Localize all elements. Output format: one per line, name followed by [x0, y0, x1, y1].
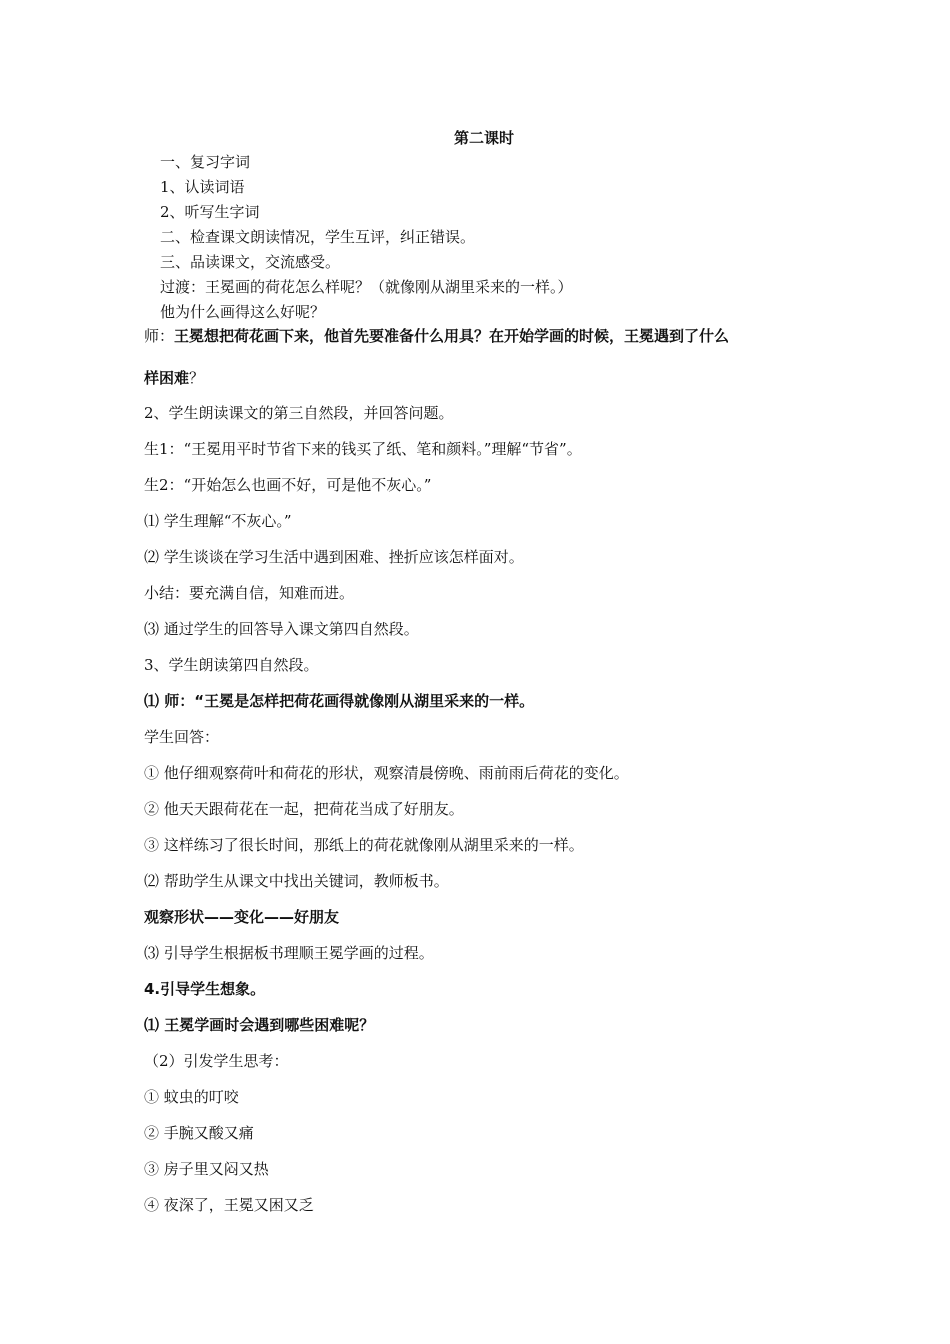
text-line: ⑶ 通过学生的回答导入课文第四自然段。	[144, 620, 419, 638]
text-line: ⑴ 学生理解“不灰心。”	[144, 512, 292, 530]
text-line: ① 他仔细观察荷叶和荷花的形状，观察清晨傍晚、雨前雨后荷花的变化。	[144, 764, 629, 782]
text-line: 1、认读词语	[160, 178, 245, 196]
question-mark: ？	[189, 369, 205, 387]
text-line: ⑶ 引导学生根据板书理顺王冕学画的过程。	[144, 944, 434, 962]
text-line: 3、学生朗读第四自然段。	[144, 656, 319, 674]
bold-text-line: ⑴ 师：“王冕是怎样把荷花画得就像刚从湖里采来的一样。	[144, 692, 535, 710]
text-line: 2、学生朗读课文的第三自然段，并回答问题。	[144, 404, 454, 422]
list-item: ② 手腕又酸又痛	[144, 1124, 254, 1142]
text-line: ② 他天天跟荷花在一起，把荷花当成了好朋友。	[144, 800, 464, 818]
speaker-label: 师：	[144, 327, 175, 345]
text-line: 二、检查课文朗读情况，学生互评，纠正错误。	[160, 228, 476, 246]
text-line: 生1：“王冕用平时节省下来的钱买了纸、笔和颜料。”理解“节省”。	[144, 440, 582, 458]
text-line: ⑵ 帮助学生从课文中找出关键词，教师板书。	[144, 872, 449, 890]
bold-text-line: ⑴ 王冕学画时会遇到哪些困难呢？	[144, 1016, 375, 1034]
text-line: 他为什么画得这么好呢？	[160, 303, 326, 321]
text-line: 一、复习字词	[160, 153, 251, 171]
text-line: （2）引发学生思考：	[144, 1052, 289, 1070]
text-line: 三、品读课文，交流感受。	[160, 253, 341, 271]
text-line: 2、听写生字词	[160, 203, 260, 221]
text-line: ⑵ 学生谈谈在学习生活中遇到困难、挫折应该怎样面对。	[144, 548, 524, 566]
text-line: ③ 这样练习了很长时间，那纸上的荷花就像刚从湖里采来的一样。	[144, 836, 584, 854]
bold-text: 王冕想把荷花画下来，他首先要准备什么用具？在开始学画的时候，王冕遇到了什么	[174, 327, 730, 345]
text-line: 学生回答：	[144, 728, 220, 746]
text-line: 过渡：王冕画的荷花怎么样呢？（就像刚从湖里采来的一样。）	[160, 278, 573, 296]
page-title: 第二课时	[453, 129, 514, 147]
section-heading: 4.引导学生想象。	[144, 980, 266, 998]
list-item: ① 蚊虫的叮咬	[144, 1088, 239, 1106]
text-line: 生2：“开始怎么也画不好，可是他不灰心。”	[144, 476, 432, 494]
list-item: ④ 夜深了，王冕又困又乏	[144, 1196, 314, 1214]
text-line: 小结：要充满自信，知难而进。	[144, 584, 355, 602]
bold-text: 样困难	[144, 369, 190, 387]
list-item: ③ 房子里又闷又热	[144, 1160, 269, 1178]
teacher-question-line	[144, 326, 729, 346]
blackboard-summary: 观察形状——变化——好朋友	[144, 908, 340, 926]
teacher-question-continuation	[144, 368, 204, 388]
